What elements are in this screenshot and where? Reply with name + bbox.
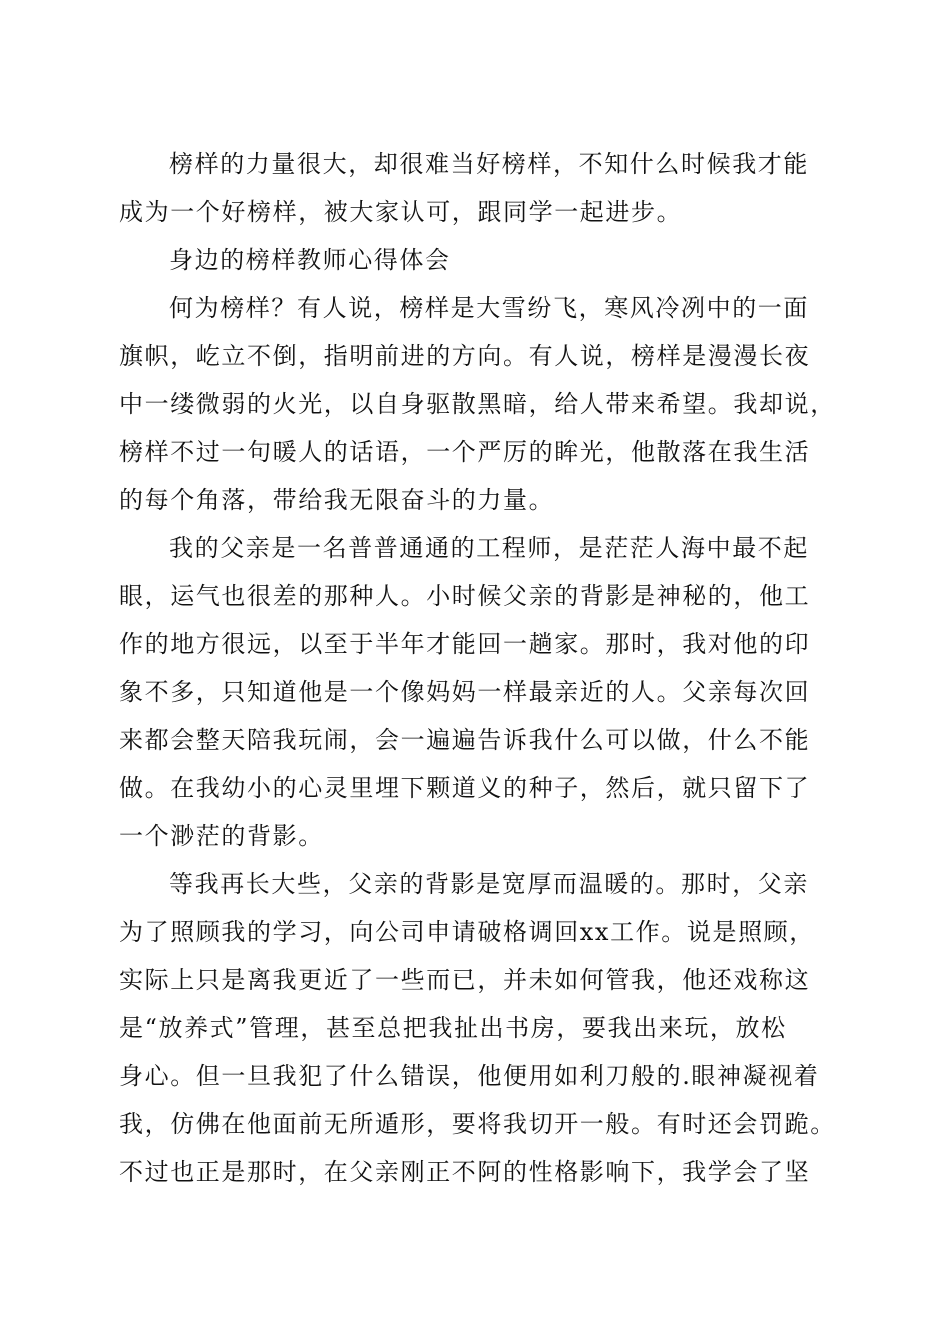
text-line: 的每个角落，带给我无限奋斗的力量。 [119,486,555,514]
text-line: 作的地方很远，以至于半年才能回一趟家。那时，我对他的印 [119,630,811,658]
text-line: 来都会整天陪我玩闹，会一遍遍告诉我什么可以做，什么不能 [119,726,811,754]
text-line: 榜样的力量很大，却很难当好榜样，不知什么时候我才能 [169,150,809,178]
text-line: 眼，运气也很差的那种人。小时候父亲的背影是神秘的，他工 [119,582,811,610]
text-line: 实际上只是离我更近了一些而已，并未如何管我，他还戏称这 [119,966,811,994]
text-line: 旗帜，屹立不倒，指明前进的方向。有人说，榜样是漫漫长夜 [119,342,811,370]
paragraph-4 [119,860,836,1196]
text-line: 榜样不过一句暖人的话语，一个严厉的眸光，他散落在我生活 [119,438,811,466]
text-line: 成为一个好榜样，被大家认可，跟同学一起进步。 [119,198,683,226]
text-line: 是“放养式”管理，甚至总把我扯出书房，要我出来玩，放松 [119,1014,787,1042]
text-line: 身心。但一旦我犯了什么错误，他便用如利刀般的.眼神凝视着 [119,1062,820,1090]
text-line: 我的父亲是一名普普通通的工程师，是茫茫人海中最不起 [169,534,809,562]
text-line: 做。在我幼小的心灵里埋下颗道义的种子，然后，就只留下了 [119,774,811,802]
text-line: 象不多，只知道他是一个像妈妈一样最亲近的人。父亲每次回 [119,678,811,706]
paragraph-1 [119,140,831,236]
text-line: 何为榜样？有人说，榜样是大雪纷飞，寒风冷冽中的一面 [169,294,809,322]
document-body [119,140,836,1196]
text-line: 等我再长大些，父亲的背影是宽厚而温暖的。那时，父亲 [169,870,809,898]
text-line: 我，仿佛在他面前无所遁形，要将我切开一般。有时还会罚跪。 [119,1110,836,1138]
paragraph-3 [119,524,831,860]
paragraph-2 [119,284,836,524]
text-line: 为了照顾我的学习，向公司申请破格调回xx工作。说是照顾， [119,918,815,946]
title-line: 身边的榜样教师心得体会 [169,246,451,274]
text-line: 不过也正是那时，在父亲刚正不阿的性格影响下，我学会了坚 [119,1158,811,1186]
section-title [119,236,831,284]
text-line: 中一缕微弱的火光，以自身驱散黑暗，给人带来希望。我却说， [119,390,836,418]
text-line: 一个渺茫的背影。 [119,822,324,850]
